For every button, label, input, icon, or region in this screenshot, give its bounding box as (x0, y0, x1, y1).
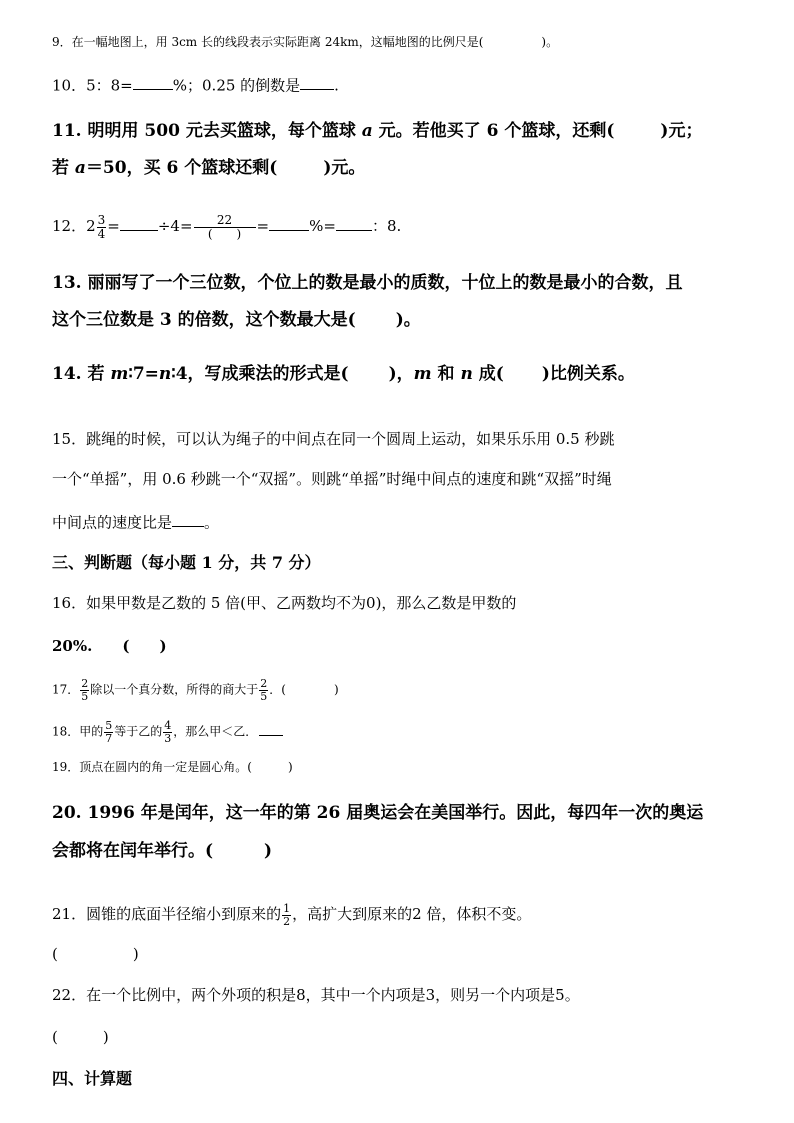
section-4-heading: 四、计算题 (52, 1069, 133, 1088)
question-13-line-1: 13. 丽丽写了一个三位数，个位上的数是最小的质数，十位上的数是最小的合数，且 (52, 273, 683, 293)
question-18: 18．甲的 $\frac{5}{7}$ 等于乙的 $\frac{4}{3}$ ，那么甲＜乙． (52, 720, 283, 744)
fraction: $\frac{3}{4}$ (97, 213, 106, 241)
fraction: $\frac{5}{7}$ (105, 719, 113, 745)
fraction: $\frac{4}{3}$ (164, 719, 172, 745)
answer-blank[interactable] (259, 723, 283, 735)
question-16-line-1: 16．如果甲数是乙数的 5 倍(甲、乙两数均不为0)，那么乙数是甲数的 (52, 594, 517, 612)
question-9-text: 9．在一幅地图上，用 3cm 长的线段表示实际距离 24km，这幅地图的比例尺是( (52, 35, 484, 49)
answer-blank[interactable] (172, 512, 204, 527)
answer-blank[interactable] (336, 216, 372, 231)
question-9: 9．在一幅地图上，用 3cm 长的线段表示实际距离 24km，这幅地图的比例尺是( )。 (52, 35, 559, 49)
question-12: 12．2 $\frac{3}{4}$ = ÷4= $\frac{22}{( )}$ = %= ：8. (52, 213, 402, 241)
question-15-line-1: 15．跳绳的时候，可以认为绳子的中间点在同一个圆周上运动，如果乐乐用 0.5 秒跳 (52, 430, 615, 448)
question-14: 14. 若 m∶7=n∶4，写成乘法的形式是( )，m 和 n 成( )比例关系。 (52, 364, 635, 384)
section-3-heading: 三、判断题（每小题 1 分，共 7 分） (52, 553, 321, 572)
answer-blank[interactable] (300, 75, 334, 90)
question-20-line-2: 会都将在闰年举行。( ) (52, 841, 273, 861)
answer-blank[interactable] (269, 216, 309, 231)
question-13-line-2: 这个三位数是 3 的倍数，这个数最大是( )。 (52, 310, 421, 330)
fraction: $\frac{22}{( )}$ (194, 214, 256, 240)
question-21-line-2: ( ) (52, 945, 139, 963)
question-11-line-2: 若 a＝50，买 6 个篮球还剩( )元。 (52, 158, 366, 178)
question-11-line-1: 11. 明明用 500 元去买篮球，每个篮球 a 元。若他买了 6 个篮球，还剩( )元； (52, 121, 703, 141)
answer-blank[interactable] (120, 216, 158, 231)
question-19: 19．顶点在圆内的角一定是圆心角。( ) (52, 760, 293, 774)
question-10: 10．5：8= %；0.25 的倒数是 . (52, 76, 339, 95)
question-16-line-2: 20%. ( ) (52, 637, 167, 655)
fraction: $\frac{1}{2}$ (283, 902, 291, 928)
question-17: 17． $\frac{2}{5}$ 除以一个真分数，所得的商大于 $\frac{2}{5}$ ．( ) (52, 677, 339, 703)
fraction: $\frac{2}{5}$ (260, 677, 268, 703)
fraction: $\frac{2}{5}$ (81, 677, 89, 703)
answer-blank[interactable] (133, 75, 173, 90)
question-22-line-1: 22．在一个比例中，两个外项的积是8，其中一个内项是3，则另一个内项是5。 (52, 986, 580, 1004)
question-21-line-1: 21．圆锥的底面半径缩小到原来的 $\frac{1}{2}$ ，高扩大到原来的2 倍，体积不变。 (52, 902, 532, 928)
question-15-line-2: 一个“单摇”，用 0.6 秒跳一个“双摇”。则跳“单摇”时绳中间点的速度和跳“双摇”时绳 (52, 470, 612, 488)
question-22-line-2: ( ) (52, 1028, 109, 1046)
question-15-line-3: 中间点的速度比是 。 (52, 513, 220, 532)
question-20-line-1: 20. 1996 年是闰年，这一年的第 26 届奥运会在美国举行。因此，每四年一次的奥运 (52, 803, 704, 823)
